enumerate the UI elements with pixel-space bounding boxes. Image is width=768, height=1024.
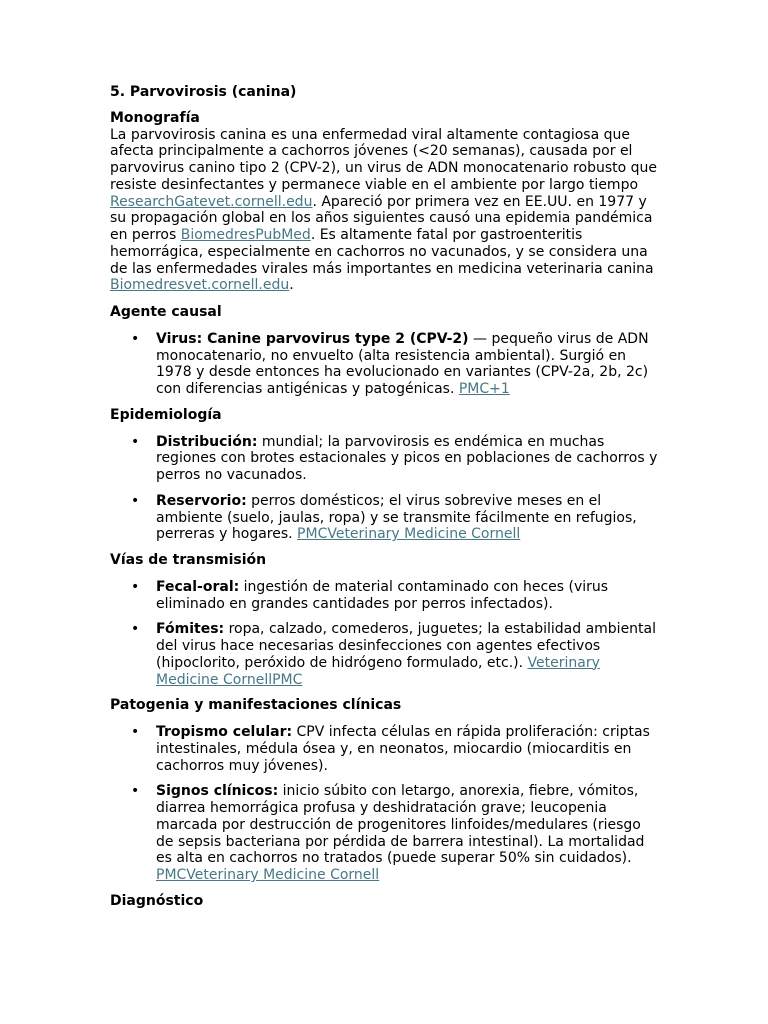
list-item: [110, 493, 662, 543]
reference-link[interactable]: Veterinary Medicine CornellPMC: [156, 654, 600, 688]
item-label: Fecal-oral:: [156, 578, 240, 595]
list-vias-transmision: [110, 579, 662, 689]
monografia-paragraph: [110, 127, 662, 295]
monografia-text-2: . Apareció por primera vez en EE.UU. en 1977 y su propagación global en los años siguientes causó una epidemia pandémica en perros: [110, 193, 653, 243]
heading-epidemiologia: Epidemiología: [110, 406, 222, 423]
item-text: ingestión de material contaminado con heces (virus eliminado en grandes cantidades por perros infectados).: [156, 578, 609, 612]
document-page: [110, 84, 662, 910]
item-label: Reservorio:: [156, 492, 247, 509]
item-label: Tropismo celular:: [156, 724, 293, 740]
heading-vias-transmision: Vías de transmisión: [110, 552, 267, 568]
link-biomedres-pubmed[interactable]: BiomedresPubMed: [180, 227, 311, 243]
item-text: ropa, calzado, comederos, juguetes; la estabilidad ambiental del virus hace necesarias desinfecciones con agentes efectivos (hipoclorito, peróxido de hidrógeno formulado, etc.).: [156, 621, 657, 671]
link-biomedres-cornell[interactable]: Biomedresvet.cornell.edu: [110, 277, 290, 294]
reference-link[interactable]: PMCVeterinary Medicine Cornell: [297, 526, 521, 543]
list-item: [110, 724, 662, 774]
list-epidemiologia: [110, 434, 662, 544]
item-label: Virus: Canine parvovirus type 2 (CPV-2): [156, 330, 469, 347]
monografia-text-4: .: [289, 277, 294, 294]
list-item: [110, 783, 662, 884]
reference-link[interactable]: PMC+1: [458, 381, 510, 397]
link-researchgate-cornell[interactable]: ResearchGatevet.cornell.edu: [110, 193, 313, 210]
heading-agente-causal: Agente causal: [110, 304, 222, 320]
monografia-text-3: . Es altamente fatal por gastroenteritis hemorrágica, especialmente en cachorros no vacunados, y se considera una de las enfermedades virales más importantes en medicina veterinaria canina: [110, 227, 654, 277]
item-text: perros domésticos; el virus sobrevive meses en el ambiente (suelo, jaulas, ropa) y se transmite fácilmente en refugios, perreras y hogares.: [156, 492, 637, 543]
document-title: 5. Parvovirosis (canina): [110, 84, 297, 100]
reference-link[interactable]: PMCVeterinary Medicine Cornell: [156, 867, 380, 883]
list-item: [110, 331, 662, 398]
list-item: [110, 579, 662, 613]
list-item: [110, 434, 662, 484]
item-text: CPV infecta células en rápida proliferación: criptas intestinales, médula ósea y, en neonatos, miocardio (miocarditis en cachorros muy jóvenes).: [156, 724, 650, 774]
item-label: Signos clínicos:: [156, 783, 279, 800]
item-label: Distribución:: [156, 433, 258, 450]
item-label: Fómites:: [156, 621, 225, 638]
monografia-text-1: La parvovirosis canina es una enfermedad viral altamente contagiosa que afecta principalmente a cachorros jóvenes (<20 semanas), causada por el parvovirus canino tipo 2 (CPV-2), un virus de ADN monocatenario robusto que resiste desinfectantes y permanece viable en el ambiente por largo tiempo: [110, 126, 657, 193]
item-text: inicio súbito con letargo, anorexia, fiebre, vómitos, diarrea hemorrágica profusa y deshidratación grave; leucopenia marcada por destrucción de progenitores linfoides/medulares (riesgo de sepsis bacteriana por pérdida de barrera intestinal). La mortalidad es alta en cachorros no tratados (puede superar 50% sin cuidados).: [156, 783, 645, 867]
item-text: — pequeño virus de ADN monocatenario, no envuelto (alta resistencia ambiental). Surgió en 1978 y desde entonces ha evolucionado en variantes (CPV-2a, 2b, 2c) con diferencias antigénicas y patogénicas.: [156, 330, 649, 397]
heading-diagnostico: Diagnóstico: [110, 892, 204, 909]
heading-monografia: Monografía: [110, 109, 200, 126]
list-patogenia: [110, 724, 662, 884]
list-agente-causal: [110, 331, 662, 398]
item-text: mundial; la parvovirosis es endémica en muchas regiones con brotes estacionales y picos en poblaciones de cachorros y perros no vacunados.: [156, 433, 658, 483]
heading-patogenia: Patogenia y manifestaciones clínicas: [110, 697, 402, 714]
list-item: [110, 621, 662, 688]
